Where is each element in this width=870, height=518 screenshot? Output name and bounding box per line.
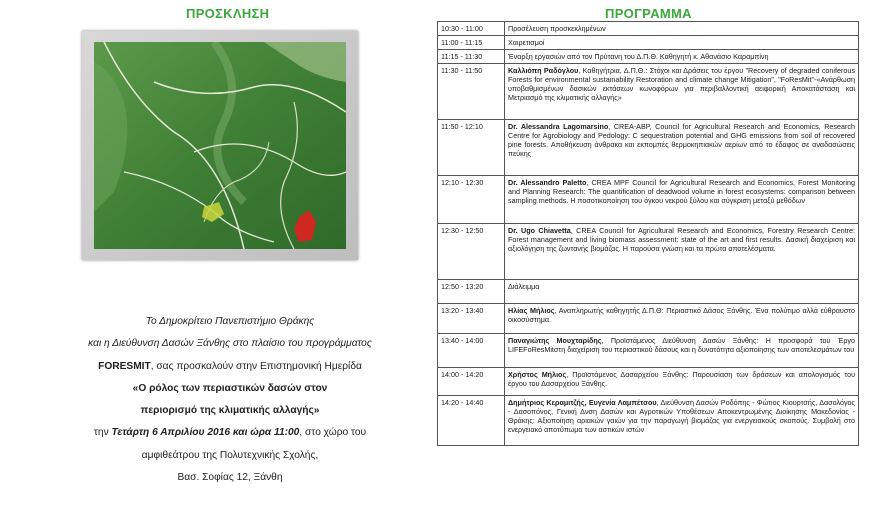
session-time: 13:20 - 13:40: [438, 304, 505, 334]
session-time: 13:40 - 14:00: [438, 334, 505, 368]
programme-row: [438, 334, 859, 368]
speaker-name: Παναγιώτης Μουχταρίδης: [508, 336, 602, 345]
session-time: 14:20 - 14:40: [438, 396, 505, 446]
event-address: Βασ. Σοφίας 12, Ξάνθη: [177, 472, 283, 484]
programme-row: [438, 304, 859, 334]
programme-row: [438, 224, 859, 280]
invite-line-2: και η Διεύθυνση Δασών Ξάνθης στο πλαίσιο του προγράμματος: [88, 338, 372, 350]
programme-row: [438, 64, 859, 120]
session-description: [505, 22, 859, 36]
programme-table: [437, 21, 859, 446]
session-description: [505, 280, 859, 304]
session-description: [505, 64, 859, 120]
session-description: [505, 50, 859, 64]
speaker-name: Dr. Alessandro Paletto: [508, 178, 587, 187]
invitation-text: [60, 311, 400, 489]
programme-row: [438, 50, 859, 64]
session-text: , Προϊστάμενος Διεύθυνση Δασών Ξάνθης: Η προσφορά του Έργο LIFEFoResMitστη διαχείριση του περιαστικού δάσους και η δυνατότητα αξιοποίησης των αποτελεσμάτων του: [508, 336, 856, 354]
forest-map-image: [94, 42, 346, 249]
session-text: , CREA Council for Agricultural Research and Economics, Forestry Research Centre: Forest management and living biomass assessment: state of the art and first results. Δασική διαχείριση και αξιολόγηση της ζωντανής βιομάζας. Η παρούσα γνώση και τα πρώτα αποτελέσματα.: [508, 226, 855, 253]
speaker-name: Δημήτριος Κεραμιτζής, Ευγενία Λαμπέτσου: [508, 398, 657, 407]
forest-map-photo: [82, 31, 358, 260]
event-date: Τετάρτη 6 Απριλίου 2016 και ώρα 11:00: [111, 427, 300, 439]
session-time: 11:00 - 11:15: [438, 36, 505, 50]
invite-line-1: Το Δημοκρίτειο Πανεπιστήμιο Θράκης: [145, 316, 315, 327]
programme-row: [438, 396, 859, 446]
speaker-name: Ηλίας Μήλιος: [508, 306, 555, 315]
session-description: [505, 224, 859, 280]
session-text: , Προϊστάμενος Δασαρχείου Ξάνθης: Παρουσίαση των δράσεων και απολογισμός του έργου του Δασαρχείου Ξάνθης.: [508, 370, 855, 388]
session-text: Διάλειμμα: [508, 282, 540, 291]
session-time: 12:50 - 13:20: [438, 280, 505, 304]
session-description: [505, 304, 859, 334]
programme-row: [438, 368, 859, 396]
invitation-heading: ΠΡΟΣΚΛΗΣΗ: [186, 6, 270, 21]
session-text: , CREA-ABP, Council for Agricultural Research and Economics, Research Centre for Agrobiology and Pedology: C sequestration potential and GHG emissions from soil of recovered pine forests. Αποθήκευση άνθρακα και εκπομπές θερμοκηπιακών αερίων από το έδαφος σε αναδασώσεις πεύκης: [508, 122, 855, 158]
invite-line-7: αμφιθεάτρου της Πολυτεχνικής Σχολής,: [141, 449, 319, 461]
session-text: , Καθηγήτρια, Δ.Π.Θ.: Στόχοι και Δράσεις του έργου "Recovery of degraded coniferous Forests for environmental sustainability Restoration and climate change Mitigation", "FoResMit"-«Ανάρθωση υποβαθμισμένων δασικών εκτάσεων κωνοφόρων για περιβαλλοντική αειφορική Αποκατάσταση και Μετριασμό της κλιματικής αλλαγής»: [508, 66, 855, 102]
session-time: 12:10 - 12:30: [438, 176, 505, 224]
programme-row: [438, 280, 859, 304]
session-text: , CREA MPF Council for Agricultural Research and Economics, Forest Monitoring and Planning Research: The quantification of deadwood volume in forest ecosystems: comparison between sampling methods. Η ποσοτικοποίηση του όγκου νεκρού ξύλου και σύγκριση μεταξύ μεθόδων: [508, 178, 855, 205]
session-text: , Διεύθυνση Δασών Ροδόπης - Φώτιος Κιουρτσής, Δασολόγος - Δασοπόνος, Γενική Δνση Δασών και Αγροτικών Υποθέσεων Αποκεντρωμένης Διοίκησης Μακεδονίας - Θράκης: Αξιοποίηση αριακών γαιών για την παραγωγή βιομάζας για ενεργειακούς σκοπούς. Συμβολή στο ενεργειακό αποτύπωμα των αστικών ιστών: [508, 398, 855, 434]
speaker-name: Καλλιόπη Ραδόγλου: [508, 66, 579, 75]
session-text: Χαιρετισμοί: [508, 38, 545, 47]
speaker-name: Χρήστος Μήλιος: [508, 370, 567, 379]
programme-row: [438, 176, 859, 224]
session-description: [505, 120, 859, 176]
session-time: 14:00 - 14:20: [438, 368, 505, 396]
invite-line-3-rest: , σας προσκαλούν στην Επιστημονική Ημερίδα: [150, 360, 362, 372]
event-title-line-2: περιορισμό της κλιματικής αλλαγής»: [140, 405, 320, 417]
session-time: 11:15 - 11:30: [438, 50, 505, 64]
invite-line-6-pre: την: [93, 427, 112, 439]
invite-line-6: [60, 422, 400, 444]
session-text: Προσέλευση προσκεκλημένων: [508, 24, 606, 33]
invite-line-6-post: , στο χώρο του: [299, 427, 367, 439]
session-description: [505, 36, 859, 50]
session-time: 10:30 - 11:00: [438, 22, 505, 36]
programme-row: [438, 22, 859, 36]
programme-row: [438, 120, 859, 176]
event-title-line-1: «Ο ρόλος των περιαστικών δασών στον: [132, 382, 328, 394]
session-time: 11:50 - 12:10: [438, 120, 505, 176]
session-description: [505, 368, 859, 396]
invite-line-3: [60, 356, 400, 378]
foresmit-label: FORESMIT: [98, 360, 151, 372]
speaker-name: Dr. Alessandra Lagomarsino: [508, 122, 609, 131]
programme-row: [438, 36, 859, 50]
session-text: , Αναπληρωτής καθηγητής Δ.Π.Θ: Περιαστικό Δάσος Ξάνθης. Ένα πολύτιμο αλλά εύθραυστο οικοσύστημα.: [508, 306, 855, 324]
session-time: 11:30 - 11:50: [438, 64, 505, 120]
session-time: 12:30 - 12:50: [438, 224, 505, 280]
session-description: [505, 176, 859, 224]
speaker-name: Dr. Ugo Chiavetta: [508, 226, 571, 235]
session-description: [505, 396, 859, 446]
session-description: [505, 334, 859, 368]
programme-heading: ΠΡΟΓΡΑΜΜΑ: [605, 6, 692, 21]
session-text: Έναρξη εργασιών από τον Πρύτανη του Δ.Π.Θ. Καθηγητή κ. Αθανάσιο Καραμπίνη: [508, 52, 769, 61]
